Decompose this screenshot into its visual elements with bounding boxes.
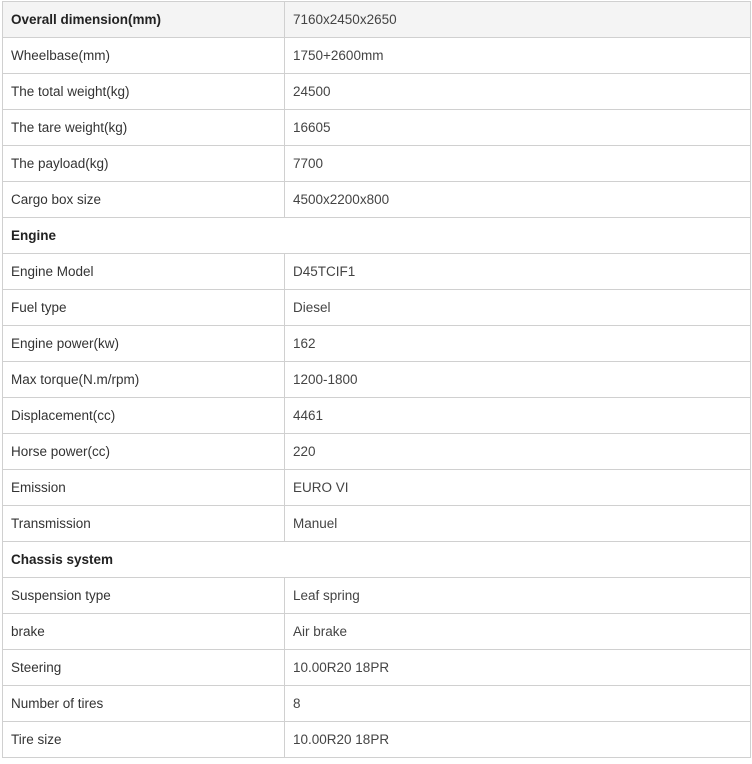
spec-label: Wheelbase(mm) xyxy=(3,38,285,74)
spec-value: Manuel xyxy=(285,506,751,542)
spec-label: Cargo box size xyxy=(3,182,285,218)
spec-row-payload xyxy=(3,146,751,182)
spec-value: 16605 xyxy=(285,110,751,146)
spec-row-emission xyxy=(3,470,751,506)
spec-value: D45TCIF1 xyxy=(285,254,751,290)
spec-value: 10.00R20 18PR xyxy=(285,650,751,686)
spec-row-tare-weight xyxy=(3,110,751,146)
spec-row-max-torque xyxy=(3,362,751,398)
spec-label: Steering xyxy=(3,650,285,686)
spec-row-engine-model xyxy=(3,254,751,290)
spec-value: 7700 xyxy=(285,146,751,182)
section-header-chassis-system xyxy=(3,542,751,578)
spec-value: 1750+2600mm xyxy=(285,38,751,74)
spec-row-displacement xyxy=(3,398,751,434)
spec-label: Fuel type xyxy=(3,290,285,326)
section-title: Engine xyxy=(3,218,751,254)
spec-value: 8 xyxy=(285,686,751,722)
spec-value: EURO VI xyxy=(285,470,751,506)
spec-row-tire-size xyxy=(3,722,751,758)
spec-row-cargo-box-size xyxy=(3,182,751,218)
spec-label: Emission xyxy=(3,470,285,506)
spec-value: 4500x2200x800 xyxy=(285,182,751,218)
spec-row-steering xyxy=(3,650,751,686)
spec-value: 162 xyxy=(285,326,751,362)
spec-label: The tare weight(kg) xyxy=(3,110,285,146)
spec-label: Max torque(N.m/rpm) xyxy=(3,362,285,398)
spec-label: Overall dimension(mm) xyxy=(3,2,285,38)
spec-value: 7160x2450x2650 xyxy=(285,2,751,38)
spec-label: The total weight(kg) xyxy=(3,74,285,110)
spec-row-wheelbase xyxy=(3,38,751,74)
spec-label: Transmission xyxy=(3,506,285,542)
spec-row-suspension-type xyxy=(3,578,751,614)
spec-value: 1200-1800 xyxy=(285,362,751,398)
spec-label: Number of tires xyxy=(3,686,285,722)
spec-label: Displacement(cc) xyxy=(3,398,285,434)
spec-value: 220 xyxy=(285,434,751,470)
spec-row-total-weight xyxy=(3,74,751,110)
spec-label: brake xyxy=(3,614,285,650)
spec-row-brake xyxy=(3,614,751,650)
section-title: Chassis system xyxy=(3,542,751,578)
spec-value: 24500 xyxy=(285,74,751,110)
spec-value: Air brake xyxy=(285,614,751,650)
spec-label: Engine Model xyxy=(3,254,285,290)
spec-value: 10.00R20 18PR xyxy=(285,722,751,758)
spec-row-overall-dimension xyxy=(3,2,751,38)
spec-row-horse-power xyxy=(3,434,751,470)
spec-row-transmission xyxy=(3,506,751,542)
spec-value: 4461 xyxy=(285,398,751,434)
section-header-engine xyxy=(3,218,751,254)
spec-value: Leaf spring xyxy=(285,578,751,614)
spec-label: Horse power(cc) xyxy=(3,434,285,470)
spec-label: Suspension type xyxy=(3,578,285,614)
spec-label: The payload(kg) xyxy=(3,146,285,182)
spec-value: Diesel xyxy=(285,290,751,326)
spec-label: Tire size xyxy=(3,722,285,758)
spec-table xyxy=(2,1,751,758)
spec-row-number-of-tires xyxy=(3,686,751,722)
spec-label: Engine power(kw) xyxy=(3,326,285,362)
spec-row-engine-power xyxy=(3,326,751,362)
spec-row-fuel-type xyxy=(3,290,751,326)
